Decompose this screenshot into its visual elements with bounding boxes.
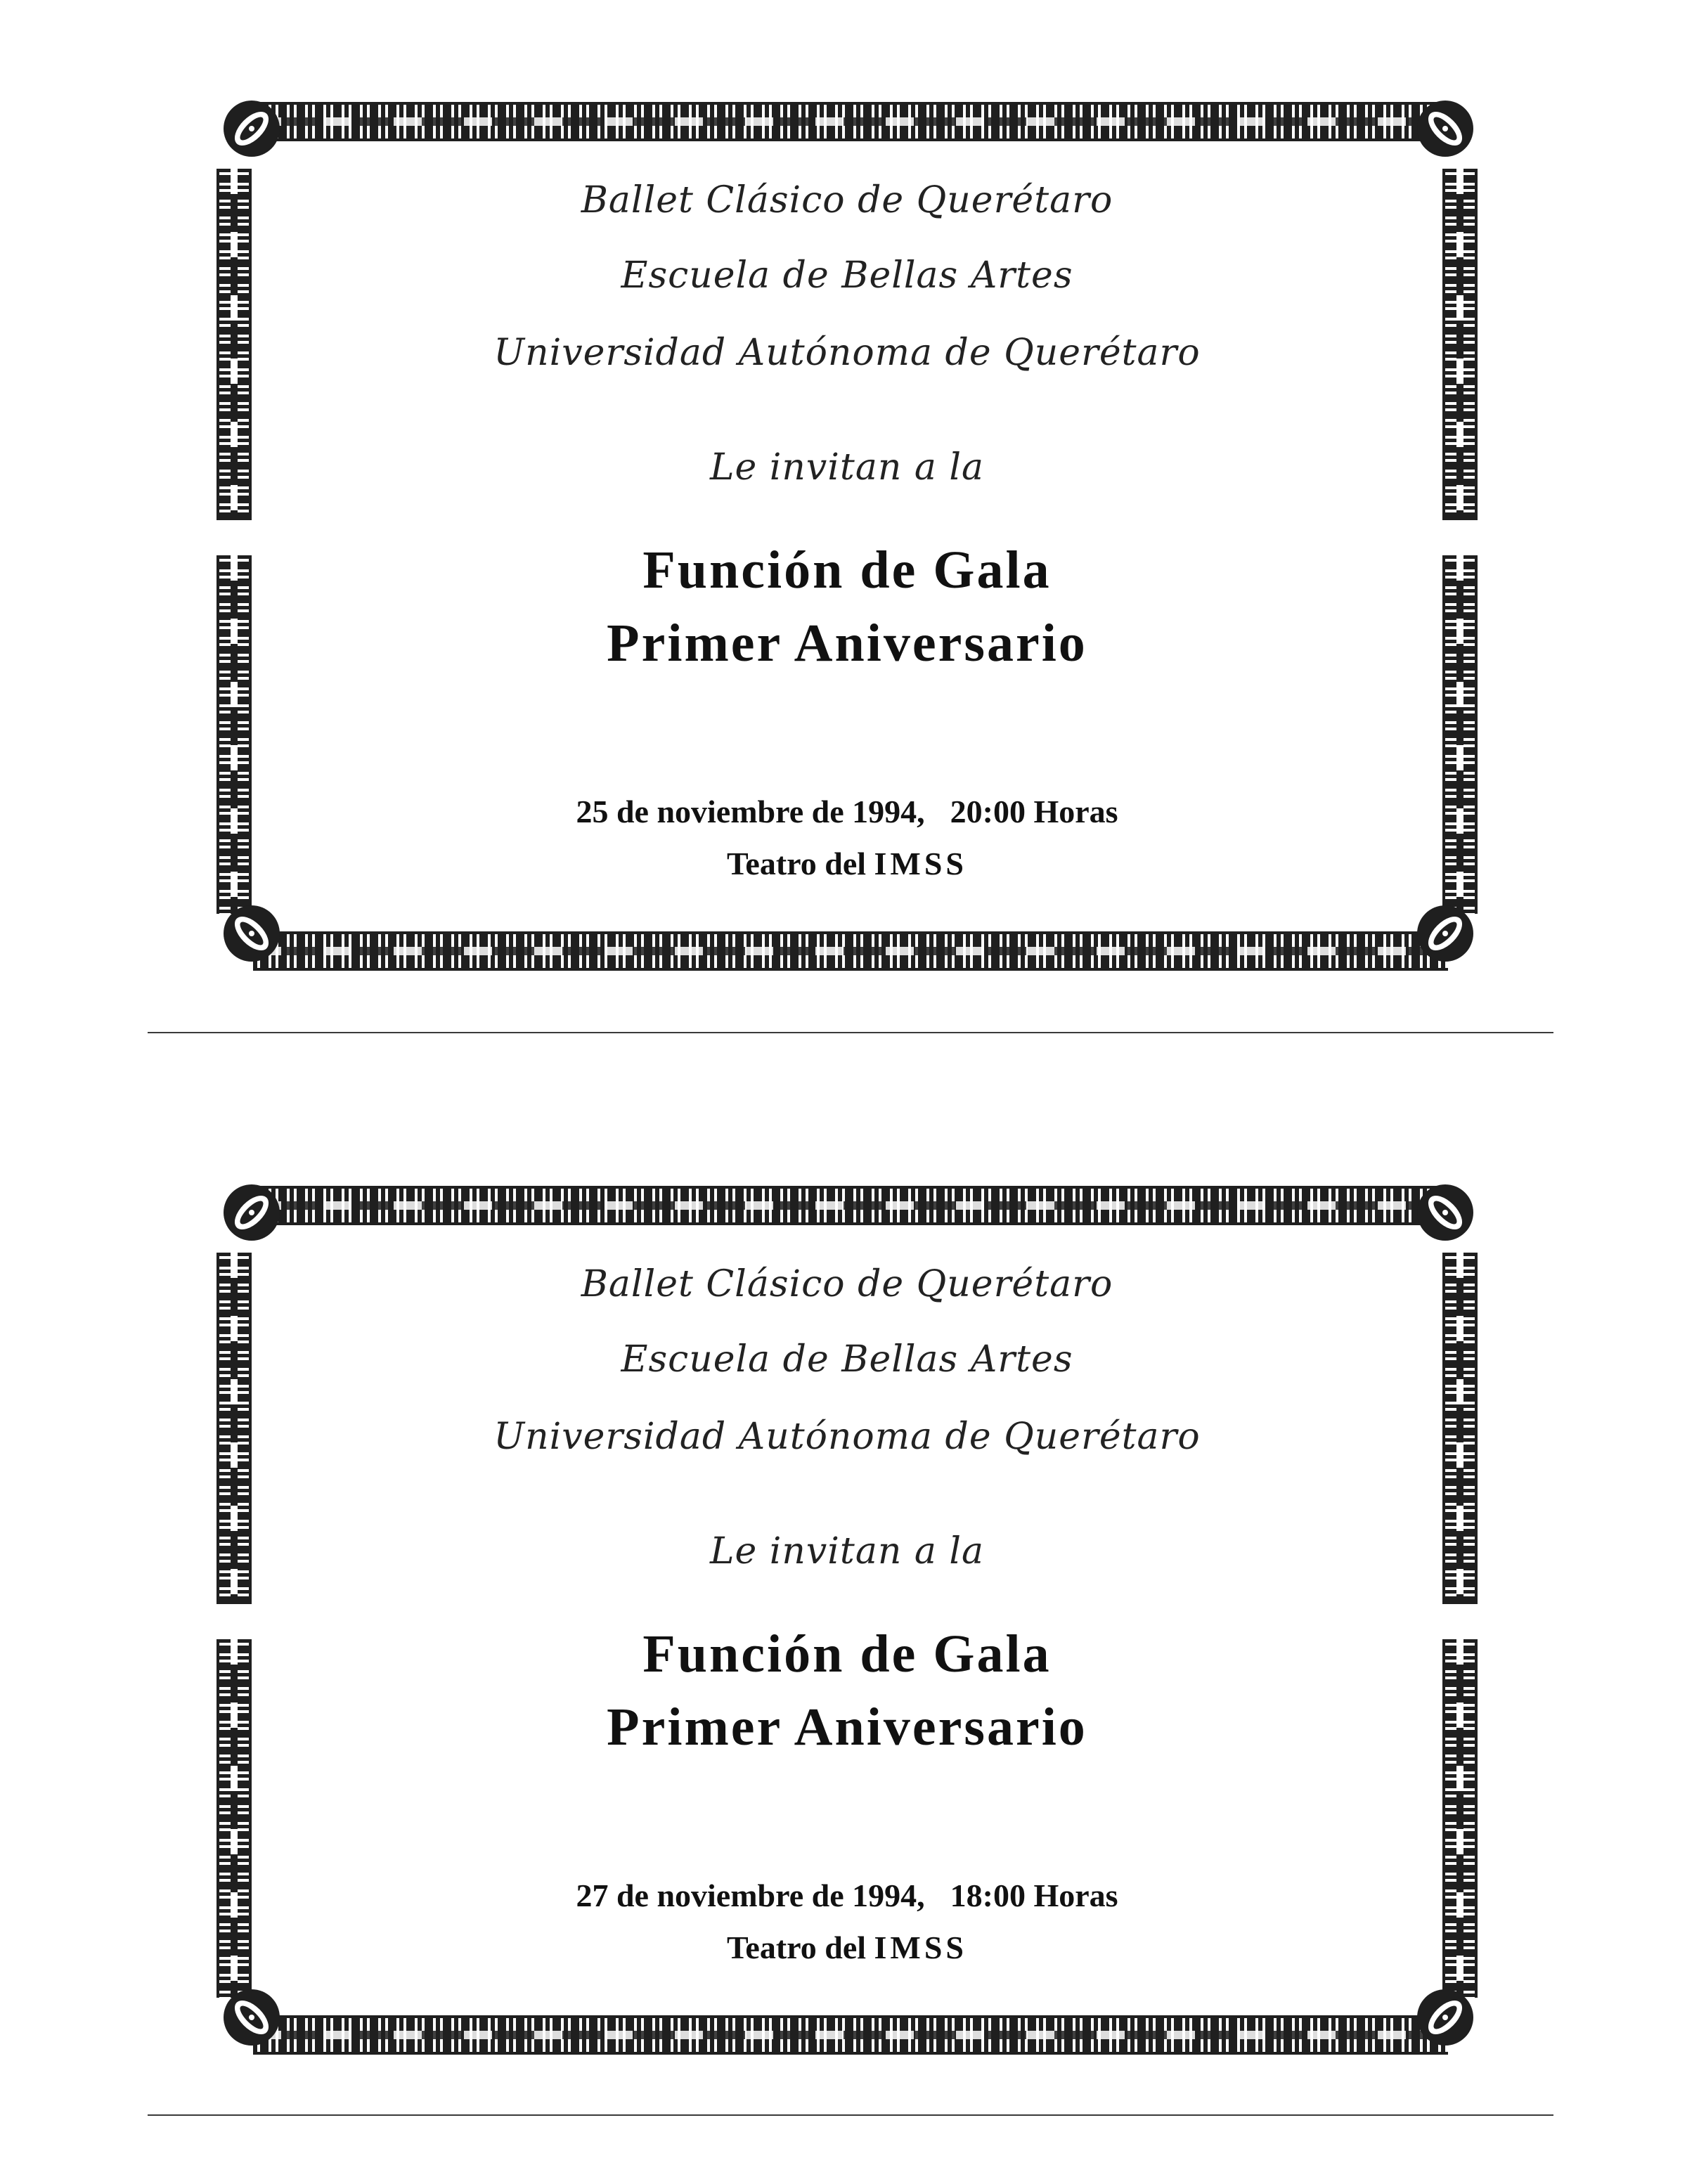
venue-prefix: Teatro del: [726, 1930, 867, 1965]
event-subtitle: Primer Aniversario: [607, 1698, 1087, 1757]
venue-prefix: Teatro del: [726, 846, 867, 881]
border-bottom: [253, 2015, 1448, 2055]
card-edge-divider: [148, 1032, 1553, 1033]
event-title: Función de Gala: [642, 541, 1052, 600]
event-date: 25 de noviembre de 1994,: [576, 794, 925, 829]
org-line-school: Escuela de Bellas Artes: [621, 254, 1073, 297]
event-date-time: [211, 1877, 1483, 1914]
corner-ornament-icon: [1411, 1179, 1479, 1246]
corner-ornament-icon: [218, 1984, 285, 2051]
corner-ornament-icon: [1411, 95, 1479, 162]
event-time: 18:00 Horas: [950, 1878, 1118, 1913]
venue-name: IMSS: [874, 846, 968, 881]
corner-ornament-icon: [1411, 1984, 1479, 2051]
venue-name: IMSS: [874, 1930, 968, 1965]
event-time: 20:00 Horas: [950, 794, 1118, 829]
org-line-university: Universidad Autónoma de Querétaro: [493, 1416, 1201, 1458]
card-edge-divider: [148, 2114, 1553, 2116]
corner-ornament-icon: [1411, 900, 1479, 967]
org-line-ballet: Ballet Clásico de Querétaro: [581, 1263, 1113, 1305]
org-line-university: Universidad Autónoma de Querétaro: [493, 332, 1201, 374]
ornamental-border: [211, 91, 1483, 963]
corner-ornament-icon: [218, 95, 285, 162]
corner-ornament-icon: [218, 900, 285, 967]
event-subtitle: Primer Aniversario: [607, 614, 1087, 673]
invitation-card-2: [211, 1175, 1483, 2047]
event-title: Función de Gala: [642, 1624, 1052, 1684]
invite-line: Le invitan a la: [709, 1530, 985, 1572]
event-date-time: [211, 793, 1483, 830]
invite-line: Le invitan a la: [709, 446, 985, 489]
org-line-ballet: Ballet Clásico de Querétaro: [581, 179, 1113, 221]
border-top: [253, 102, 1448, 141]
event-date: 27 de noviembre de 1994,: [576, 1878, 925, 1913]
event-venue: [211, 1929, 1483, 1966]
event-venue: [211, 845, 1483, 882]
border-bottom: [253, 931, 1448, 971]
invitation-card-1: [211, 91, 1483, 963]
corner-ornament-icon: [218, 1179, 285, 1246]
ornamental-border: [211, 1175, 1483, 2047]
org-line-school: Escuela de Bellas Artes: [621, 1338, 1073, 1381]
border-top: [253, 1186, 1448, 1225]
